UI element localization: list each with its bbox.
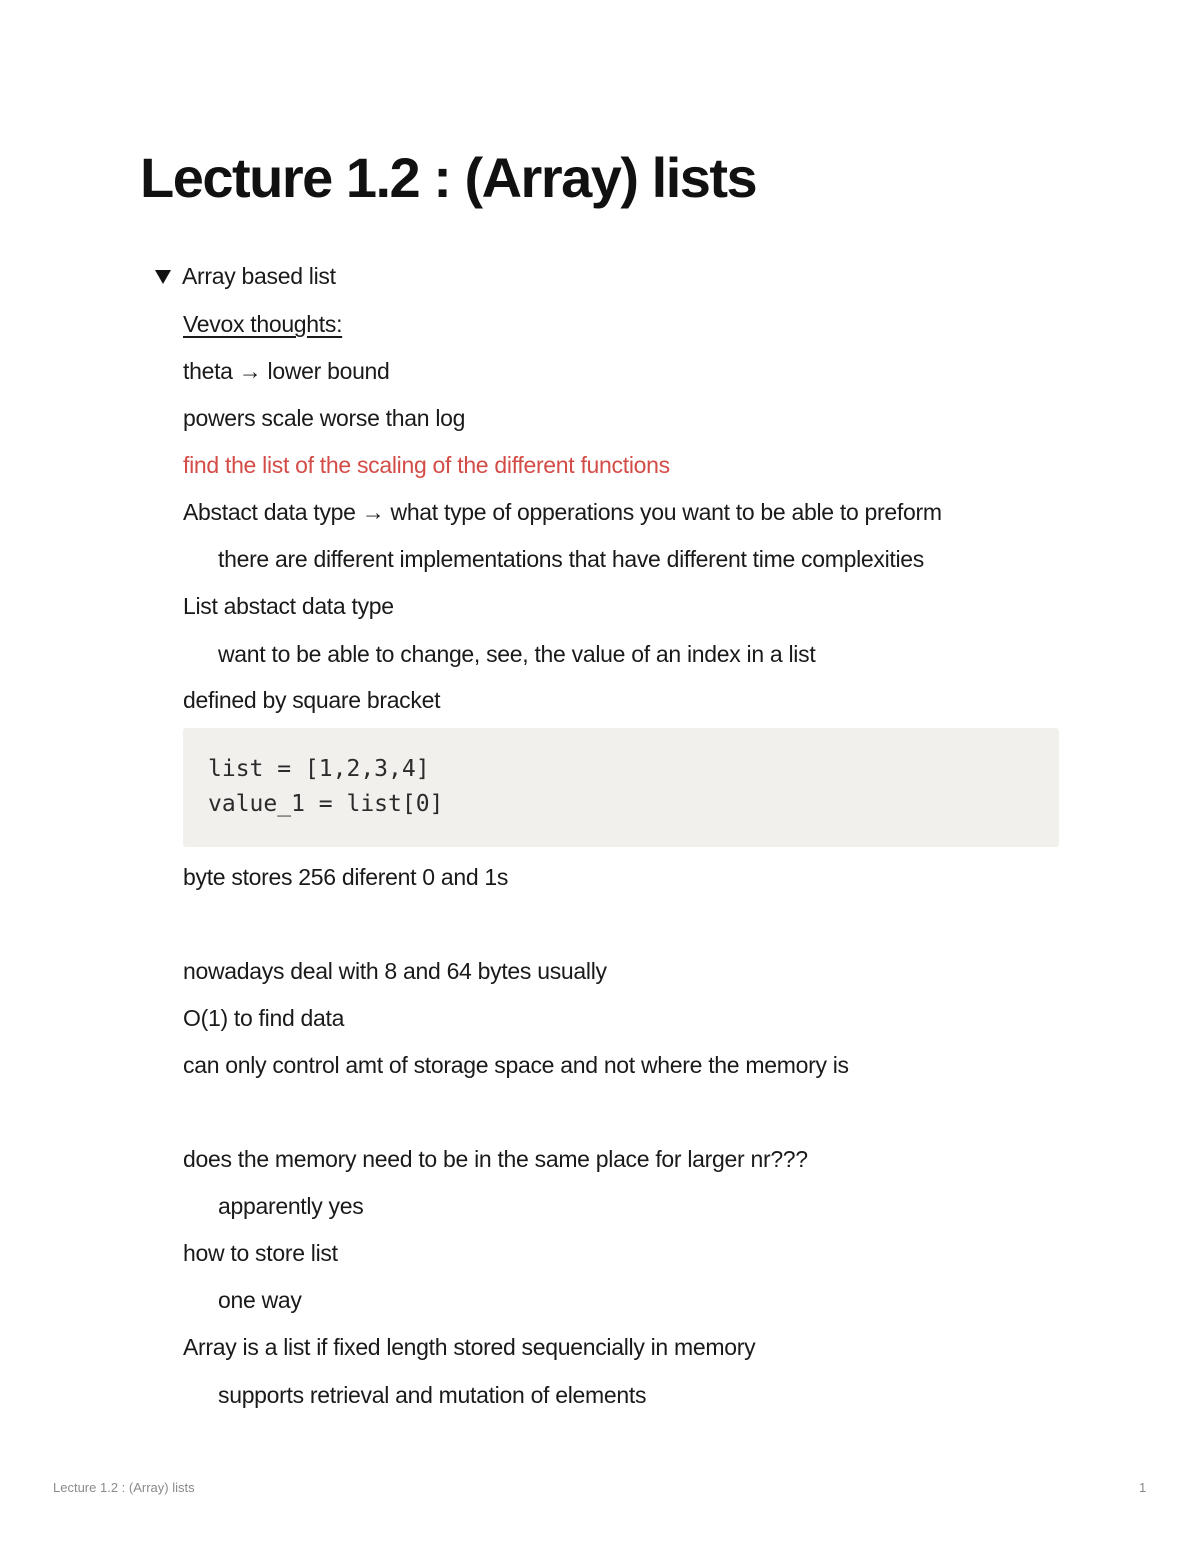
code-block[interactable] bbox=[183, 728, 1059, 847]
highlighted-text-line: find the list of the scaling of the different functions bbox=[183, 452, 670, 478]
page-title: Lecture 1.2 : (Array) lists bbox=[140, 146, 757, 209]
triangle-down-icon[interactable] bbox=[155, 270, 171, 284]
text-line: List abstact data type bbox=[183, 593, 394, 619]
text-line: theta → lower bound bbox=[183, 358, 390, 384]
text-line: powers scale worse than log bbox=[183, 405, 466, 431]
toggle-label: Array based list bbox=[182, 262, 336, 289]
page-number: 1 bbox=[1139, 1480, 1147, 1495]
indented-text-line: apparently yes bbox=[218, 1193, 364, 1219]
indented-text-line: want to be able to change, see, the value of an index in a list bbox=[218, 641, 816, 667]
code-line: list = [1,2,3,4] bbox=[208, 756, 430, 782]
text-line: Array is a list if fixed length stored sequencially in memory bbox=[183, 1334, 756, 1360]
vevox-heading: Vevox thoughts: bbox=[183, 311, 343, 337]
text-line: does the memory need to be in the same place for larger nr??? bbox=[183, 1146, 808, 1172]
text-line: nowadays deal with 8 and 64 bytes usually bbox=[183, 958, 607, 984]
text-line: Abstact data type → what type of opperations you want to be able to preform bbox=[183, 499, 942, 525]
indented-text-line: there are different implementations that have different time complexities bbox=[218, 546, 924, 572]
indented-text-line: one way bbox=[218, 1287, 302, 1313]
text-line: how to store list bbox=[183, 1240, 338, 1266]
text-line: byte stores 256 diferent 0 and 1s bbox=[183, 864, 509, 890]
text-line: O(1) to find data bbox=[183, 1005, 345, 1031]
code-line: value_1 = list[0] bbox=[208, 791, 444, 817]
indented-text-line: supports retrieval and mutation of elements bbox=[218, 1382, 647, 1408]
text-line: defined by square bracket bbox=[183, 687, 441, 713]
toggle-array-based-list[interactable] bbox=[155, 258, 336, 294]
text-line: can only control amt of storage space and not where the memory is bbox=[183, 1052, 849, 1078]
footer-title: Lecture 1.2 : (Array) lists bbox=[53, 1480, 195, 1495]
